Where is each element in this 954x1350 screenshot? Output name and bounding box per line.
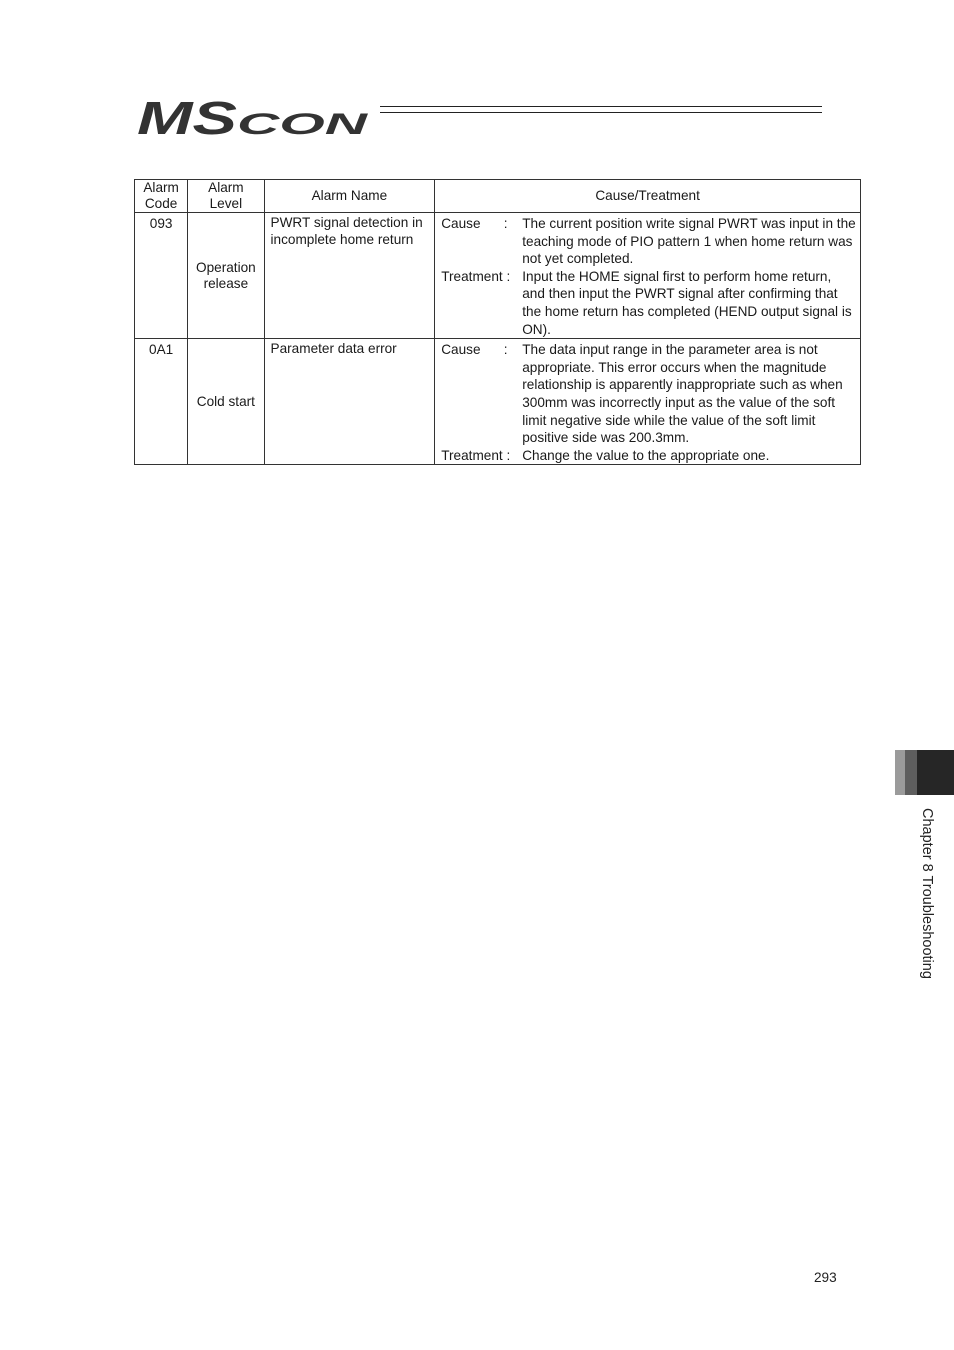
alarm-name-cell: PWRT signal detection in incomplete home return	[264, 213, 435, 339]
treatment-text: Input the HOME signal first to perform home return, and then input the PWRT signal after confirming that the home return has completed (HEND output signal is ON).	[522, 268, 852, 337]
treatment-text: Change the value to the appropriate one.	[522, 447, 770, 463]
header-alarm-code: Alarm Code	[135, 180, 188, 213]
svg-text:MS: MS	[137, 96, 238, 140]
alarm-level-cell: Cold start	[188, 339, 264, 465]
cause-text: The current position write signal PWRT was input in the teaching mode of PIO pattern 1 when home return was not yet completed.	[522, 216, 856, 267]
cause-row	[441, 215, 856, 268]
chapter-label: Chapter 8 Troubleshooting	[919, 808, 935, 979]
alarm-code-cell: 093	[135, 213, 188, 339]
table-header-row	[135, 180, 861, 213]
treatment-row	[441, 268, 856, 338]
cause-row	[441, 341, 856, 447]
header-rule-bottom	[380, 112, 822, 113]
header-cause-treatment: Cause/Treatment	[435, 180, 861, 213]
cause-label: Cause :	[441, 342, 508, 358]
cause-treatment-cell	[435, 213, 861, 339]
cause-treatment-cell	[435, 339, 861, 465]
treatment-label: Treatment :	[441, 268, 511, 284]
header-alarm-name: Alarm Name	[264, 180, 435, 213]
chapter-tab-mid	[905, 750, 917, 795]
alarm-code-cell: 0A1	[135, 339, 188, 465]
chapter-tab-dark	[917, 750, 954, 795]
treatment-row	[441, 447, 856, 465]
chapter-tab-marker	[895, 750, 954, 795]
page-number: 293	[814, 1270, 837, 1285]
cause-text: The data input range in the parameter area is not appropriate. This error occurs when the magnitude relationship is apparently inappropriate such as when 300mm was incorrectly input as the value of the soft limit negative side while the value of the soft limit positive side was 200.3mm.	[522, 342, 843, 446]
alarm-table	[134, 179, 861, 465]
alarm-level-cell: Operation release	[188, 213, 264, 339]
chapter-tab-light	[895, 750, 905, 795]
table-row	[135, 213, 861, 339]
header-rule-top	[380, 106, 822, 107]
treatment-label: Treatment :	[441, 447, 511, 463]
header-alarm-level: Alarm Level	[188, 180, 264, 213]
svg-text:CON: CON	[237, 108, 370, 140]
table-row	[135, 339, 861, 465]
alarm-name-cell: Parameter data error	[264, 339, 435, 465]
cause-label: Cause :	[441, 216, 508, 231]
mscon-logo	[137, 96, 372, 140]
